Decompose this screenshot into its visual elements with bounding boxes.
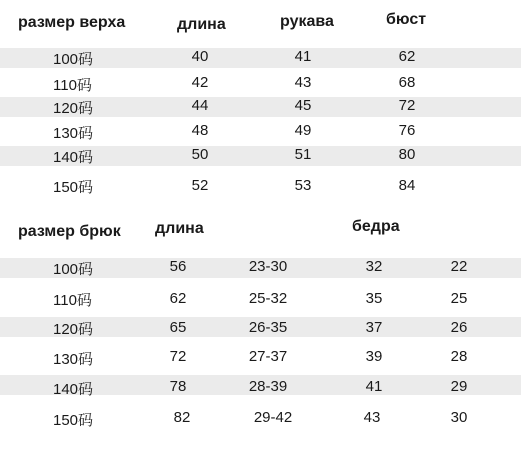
sleeve-cell: 45 — [294, 97, 312, 114]
length-cell: 56 — [169, 258, 187, 275]
size-cell: 130码 — [53, 125, 94, 142]
range-cell: 23-30 — [248, 258, 288, 275]
length-cell: 78 — [169, 378, 187, 395]
extra-cell: 29 — [450, 378, 468, 395]
sleeve-cell: 51 — [294, 146, 312, 163]
pants-header-size: размер брюк — [18, 223, 121, 240]
length-cell: 52 — [191, 177, 209, 194]
length-cell: 40 — [191, 48, 209, 65]
range-cell: 25-32 — [248, 290, 288, 307]
bust-cell: 80 — [398, 146, 416, 163]
sleeve-cell: 53 — [294, 177, 312, 194]
size-cell: 110码 — [53, 292, 92, 309]
length-cell: 42 — [191, 74, 209, 91]
size-cell: 140码 — [53, 149, 94, 166]
extra-cell: 22 — [450, 258, 468, 275]
extra-cell: 26 — [450, 319, 468, 336]
pants-header-length: длина — [155, 220, 204, 237]
sleeve-cell: 41 — [294, 48, 312, 65]
length-cell: 62 — [169, 290, 187, 307]
size-cell: 150码 — [53, 179, 94, 196]
length-cell: 50 — [191, 146, 209, 163]
length-cell: 65 — [169, 319, 187, 336]
extra-cell: 30 — [450, 409, 468, 426]
length-cell: 44 — [191, 97, 209, 114]
range-cell: 27-37 — [248, 348, 288, 365]
range-cell: 26-35 — [248, 319, 288, 336]
size-cell: 100码 — [53, 51, 94, 68]
size-cell: 140码 — [53, 381, 94, 398]
tops-header-sleeve: рукава — [280, 13, 334, 30]
pants-header-hips: бедра — [352, 218, 400, 235]
size-cell: 120码 — [53, 100, 94, 117]
hips-cell: 43 — [363, 409, 381, 426]
extra-cell: 25 — [450, 290, 468, 307]
length-cell: 72 — [169, 348, 187, 365]
bust-cell: 68 — [398, 74, 416, 91]
size-cell: 110码 — [53, 77, 92, 94]
length-cell: 82 — [173, 409, 191, 426]
size-cell: 120码 — [53, 321, 94, 338]
sleeve-cell: 43 — [294, 74, 312, 91]
tops-header-length: длина — [177, 16, 226, 33]
hips-cell: 37 — [365, 319, 383, 336]
tops-header-size: размер верха — [18, 14, 126, 31]
size-cell: 100码 — [53, 261, 94, 278]
bust-cell: 72 — [398, 97, 416, 114]
bust-cell: 76 — [398, 122, 416, 139]
range-cell: 28-39 — [248, 378, 288, 395]
tops-header-bust: бюст — [386, 11, 427, 28]
bust-cell: 62 — [398, 48, 416, 65]
bust-cell: 84 — [398, 177, 416, 194]
length-cell: 48 — [191, 122, 209, 139]
sleeve-cell: 49 — [294, 122, 312, 139]
size-cell: 150码 — [53, 412, 94, 429]
hips-cell: 39 — [365, 348, 383, 365]
range-cell: 29-42 — [253, 409, 293, 426]
hips-cell: 41 — [365, 378, 383, 395]
size-cell: 130码 — [53, 351, 94, 368]
hips-cell: 32 — [365, 258, 383, 275]
extra-cell: 28 — [450, 348, 468, 365]
hips-cell: 35 — [365, 290, 383, 307]
